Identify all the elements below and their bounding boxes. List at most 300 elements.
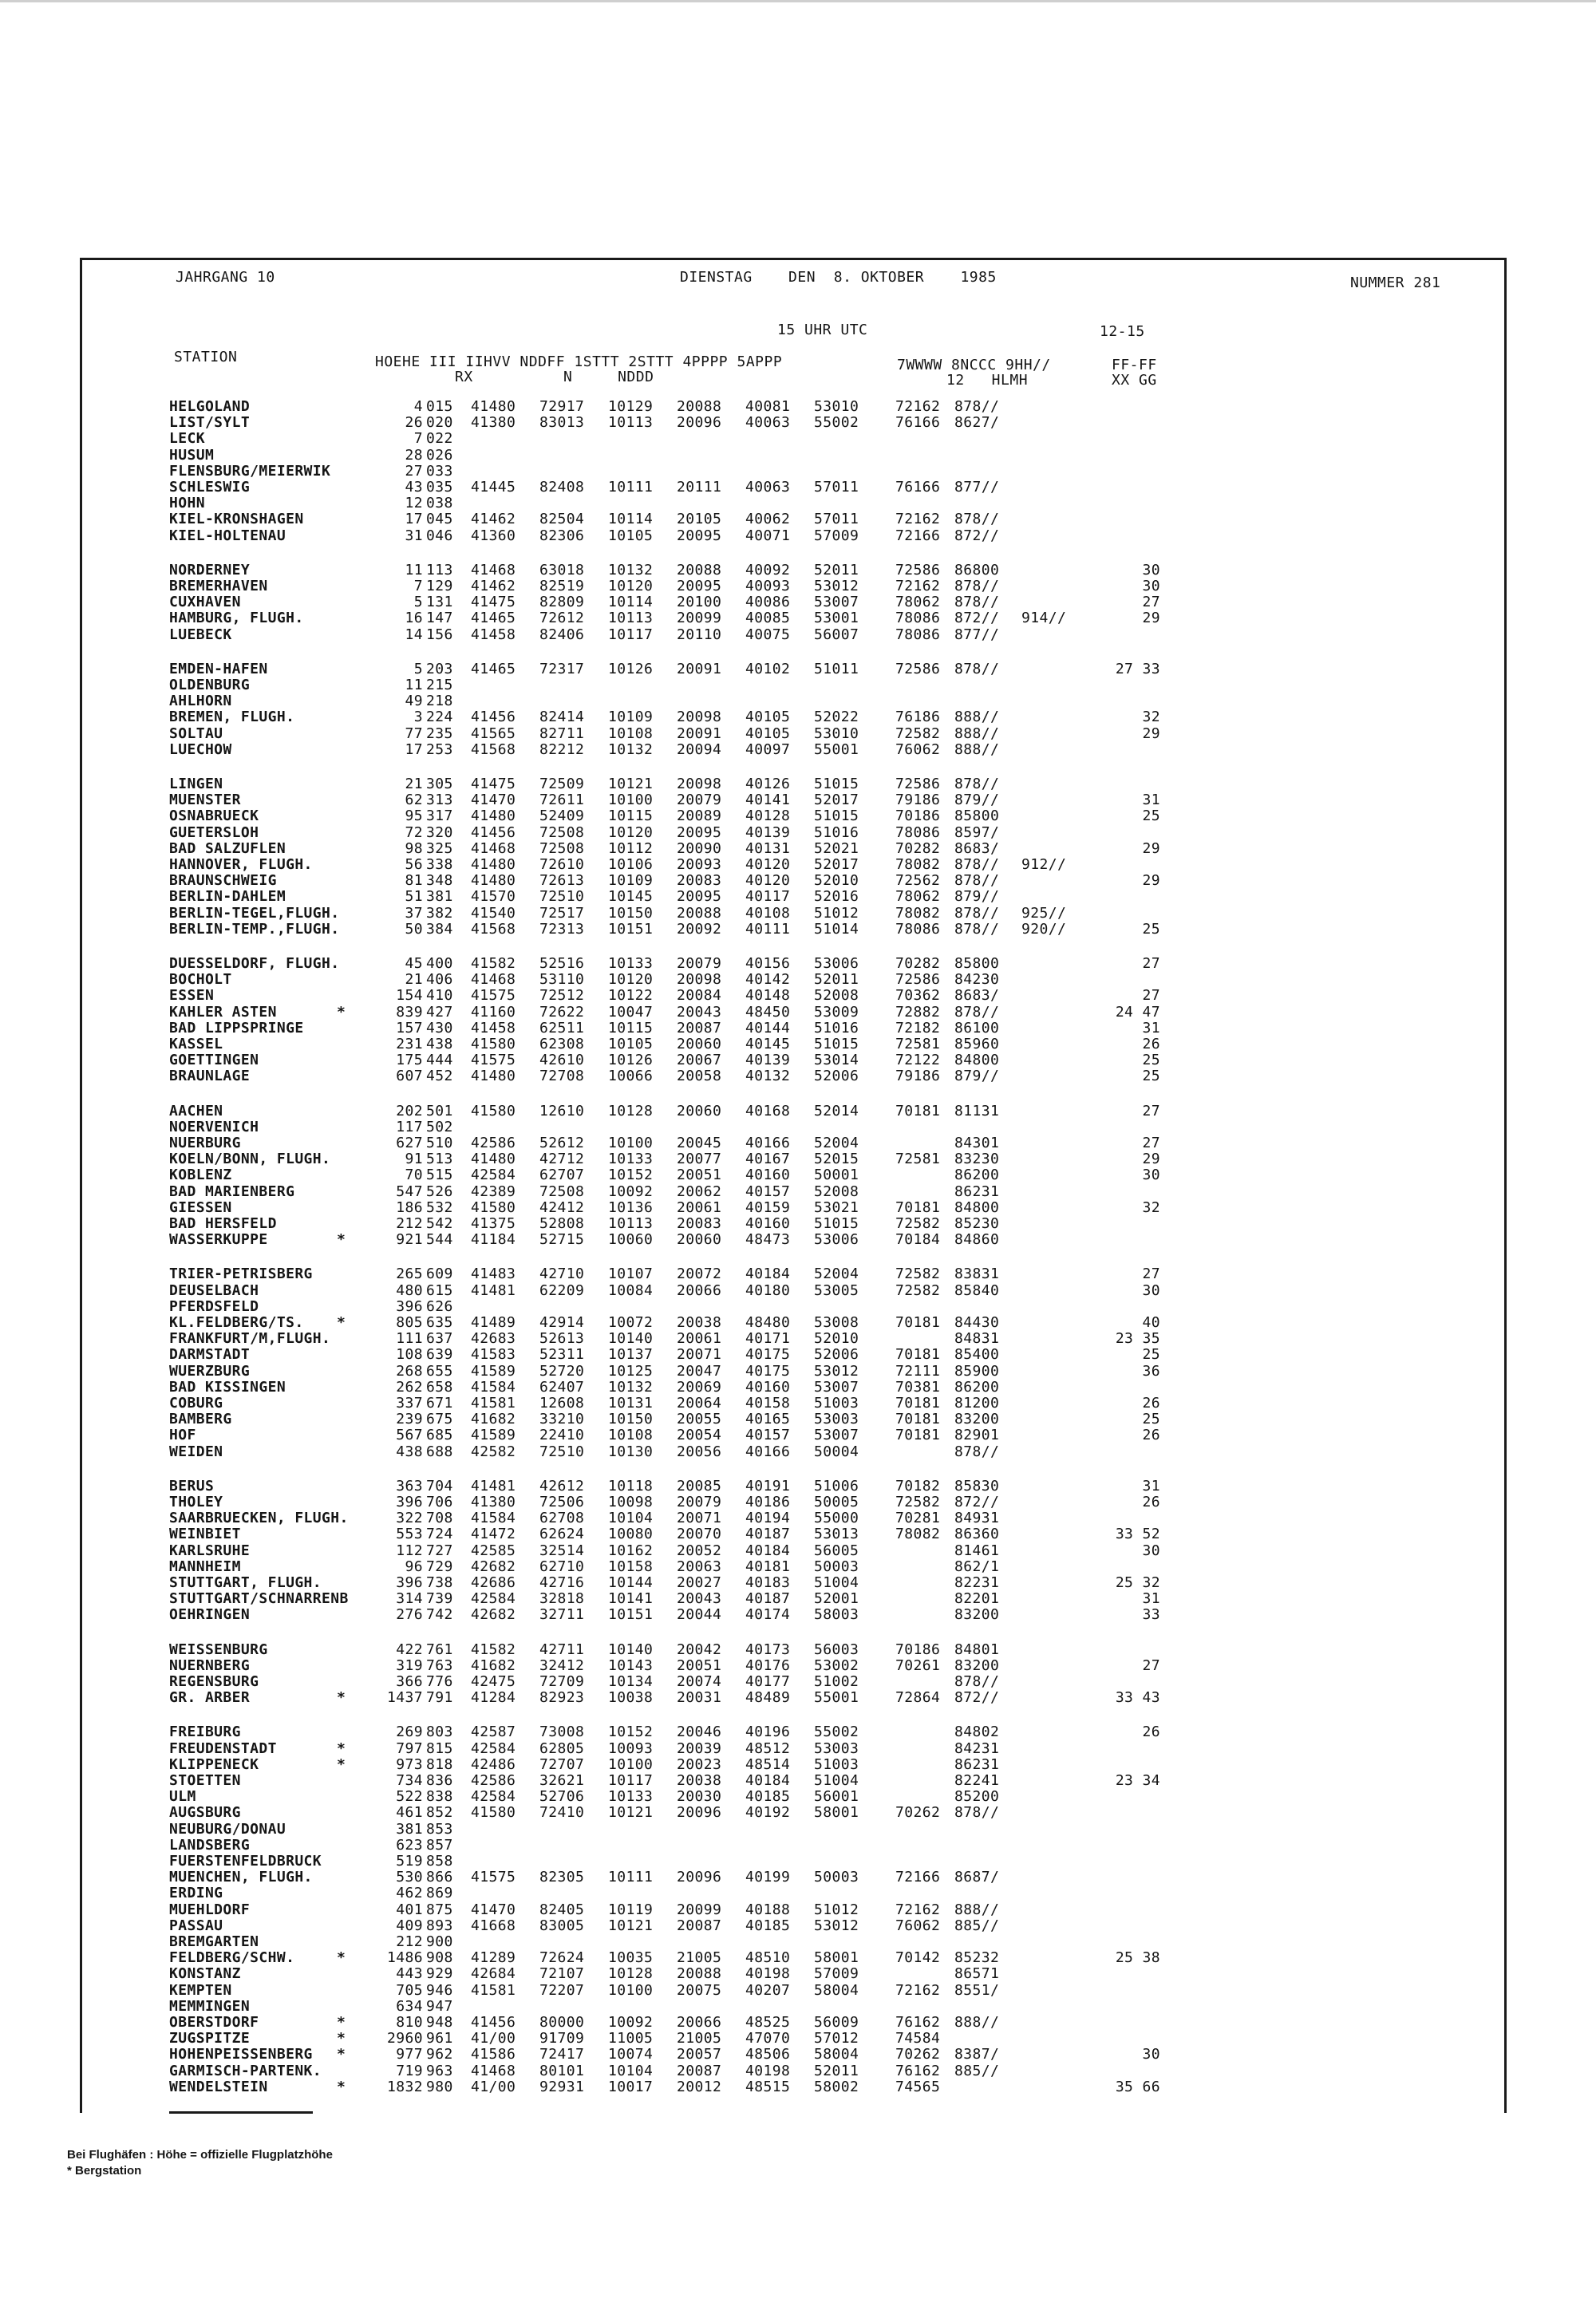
station-name: LUEBECK [169,626,232,643]
group-4pppp: 40085 [745,610,791,627]
group-7wwww: 70362 [895,987,941,1005]
group-5appp: 52006 [814,1068,859,1085]
group-7wwww: 70182 [895,1477,941,1495]
table-row [0,693,1596,709]
wind-gust: 33 43 [1115,1689,1160,1707]
group-1sttt: 10113 [608,414,654,432]
group-iihvv: 41480 [471,398,516,415]
group-nddff: 62624 [539,1526,585,1543]
group-5appp: 55001 [814,1689,859,1707]
group-8nccc: 84800 [954,1052,1000,1069]
group-iihvv: 41160 [471,1003,516,1021]
group-4pppp: 40141 [745,792,791,809]
group-nddff: 83005 [539,1917,585,1934]
group-iihvv: 41668 [471,1917,516,1934]
group-5appp: 57011 [814,479,859,496]
group-7wwww: 76062 [895,740,941,758]
group-5appp: 50003 [814,1869,859,1886]
group-nddff: 32711 [539,1606,585,1624]
table-row [0,563,1596,578]
wind-gust: 30 [1142,1167,1160,1184]
group-1sttt: 10158 [608,1558,654,1575]
station-height: 366 [396,1673,423,1690]
group-4pppp: 40158 [745,1395,791,1412]
station-height: 11 [405,561,423,578]
group-iihvv: 41582 [471,955,516,972]
station-height: 810 [396,2014,423,2031]
group-4pppp: 40063 [745,414,791,432]
group-5appp: 53012 [814,1362,859,1380]
group-8nccc: 888// [954,709,1000,726]
station-height: 81 [405,872,423,890]
group-nddff: 52808 [539,1215,585,1232]
group-nddff: 52311 [539,1346,585,1364]
station-id: 253 [426,740,453,758]
group-8nccc: 85800 [954,955,1000,972]
group-iihvv: 42584 [471,1167,516,1184]
station-name: FRANKFURT/M,FLUGH. [169,1330,331,1348]
station-name: MUENSTER [169,792,241,809]
group-1sttt: 10092 [608,2014,654,2031]
group-nddff: 82711 [539,725,585,742]
station-height: 111 [396,1330,423,1348]
station-height: 98 [405,839,423,857]
group-4pppp: 40199 [745,1869,791,1886]
group-5appp: 51011 [814,660,859,677]
station-name: WEINBIET [169,1526,241,1543]
group-2sttt: 20096 [677,414,722,432]
station-name: ULM [169,1788,196,1806]
group-2sttt: 20088 [677,904,722,922]
group-iihvv: 41586 [471,2046,516,2063]
station-name: MEMMINGEN [169,1997,251,2015]
station-name: GUETERSLOH [169,823,259,841]
group-7wwww: 78082 [895,1526,941,1543]
wind-gust: 25 [1142,1052,1160,1069]
issue-number: NUMMER 281 [1350,274,1441,291]
station-name: OLDENBURG [169,677,251,693]
group-7wwww: 70261 [895,1656,941,1674]
group-8nccc: 81461 [954,1542,1000,1559]
group-2sttt: 20074 [677,1673,722,1690]
station-name: DEUSELBACH [169,1281,259,1299]
group-iihvv: 41582 [471,1641,516,1658]
group-4pppp: 40157 [745,1183,791,1200]
group-4pppp: 40108 [745,904,791,922]
group-1sttt: 10151 [608,920,654,938]
group-8nccc: 878// [954,660,1000,677]
station-name: BAD LIPPSPRINGE [169,1019,304,1036]
table-row [0,1902,1596,1918]
group-iihvv: 41581 [471,1395,516,1412]
group-1sttt: 10133 [608,1151,654,1168]
footnote-mountain-station: * Bergstation [67,2164,142,2178]
group-2sttt: 20023 [677,1755,722,1773]
group-4pppp: 40120 [745,872,791,890]
group-7wwww: 72582 [895,1281,941,1299]
wind-gust: 32 [1142,709,1160,726]
group-2sttt: 20094 [677,740,722,758]
group-nddff: 72506 [539,1494,585,1510]
group-5appp: 51016 [814,823,859,841]
group-2sttt: 20091 [677,660,722,677]
group-5appp: 53012 [814,1917,859,1934]
group-1sttt: 10114 [608,511,654,528]
group-1sttt: 10105 [608,1036,654,1052]
group-1sttt: 10132 [608,1378,654,1396]
group-2sttt: 20057 [677,2046,722,2063]
group-2sttt: 20061 [677,1198,722,1216]
table-row [0,431,1596,447]
station-height: 1486 [387,1949,423,1967]
group-4pppp: 40159 [745,1198,791,1216]
group-1sttt: 10113 [608,1215,654,1232]
group-2sttt: 20084 [677,987,722,1005]
station-height: 719 [396,2062,423,2079]
group-8nccc: 878// [954,1003,1000,1021]
station-name: BERLIN-TEGEL,FLUGH. [169,904,340,922]
station-name: FELDBERG/SCHW. [169,1949,295,1967]
station-height: 480 [396,1281,423,1299]
group-2sttt: 20110 [677,626,722,643]
table-row [0,825,1596,841]
group-1sttt: 10121 [608,776,654,792]
group-8nccc: 85400 [954,1346,1000,1364]
station-id: 313 [426,792,453,809]
group-nddff: 72708 [539,1068,585,1085]
group-4pppp: 40186 [745,1494,791,1510]
station-id: 320 [426,823,453,841]
group-nddff: 12608 [539,1395,585,1412]
group-nddff: 72613 [539,872,585,890]
mountain-marker: * [337,2030,346,2047]
group-nddff: 52706 [539,1788,585,1806]
group-iihvv: 41456 [471,823,516,841]
group-4pppp: 40139 [745,823,791,841]
station-name: BREMEN, FLUGH. [169,709,295,726]
group-iihvv: 41568 [471,740,516,758]
station-height: 262 [396,1378,423,1396]
group-7wwww: 76186 [895,709,941,726]
station-name: KIEL-HOLTENAU [169,527,286,544]
table-row [0,1052,1596,1068]
station-name: AUGSBURG [169,1804,241,1822]
wind-gust: 25 [1142,1346,1160,1364]
group-1sttt: 10106 [608,856,654,873]
table-row [0,726,1596,742]
station-height: 28 [405,446,423,464]
station-name: LUECHOW [169,740,232,758]
group-4pppp: 40171 [745,1330,791,1348]
station-name: BAD HERSFELD [169,1215,277,1232]
table-end-mark [169,2111,313,2114]
group-5appp: 52016 [814,888,859,906]
wind-gust: 26 [1142,1427,1160,1444]
station-id: 438 [426,1036,453,1052]
group-2sttt: 20095 [677,578,722,594]
station-name: EMDEN-HAFEN [169,660,268,677]
group-2sttt: 20067 [677,1052,722,1069]
group-2sttt: 20070 [677,1526,722,1543]
group-5appp: 50005 [814,1494,859,1510]
group-4pppp: 40160 [745,1167,791,1184]
group-2sttt: 20062 [677,1183,722,1200]
station-id: 156 [426,626,453,643]
table-row [0,1396,1596,1412]
station-height: 553 [396,1526,423,1543]
station-name: LINGEN [169,776,223,792]
group-5appp: 51003 [814,1755,859,1773]
group-2sttt: 20096 [677,1804,722,1822]
station-name: HOHN [169,495,205,512]
station-height: 1832 [387,2078,423,2095]
group-8nccc: 888// [954,2014,1000,2031]
group-4pppp: 40165 [745,1411,791,1428]
group-nddff: 52720 [539,1362,585,1380]
group-5appp: 51004 [814,1574,859,1591]
group-iihvv: 41584 [471,1510,516,1527]
group-4pppp: 48473 [745,1231,791,1249]
group-8nccc: 878// [954,1804,1000,1822]
group-8nccc: 8551/ [954,1981,1000,1999]
group-5appp: 51014 [814,920,859,938]
station-id: 858 [426,1853,453,1870]
station-name: FUERSTENFELDBRUCK [169,1853,322,1870]
group-5appp: 51012 [814,1901,859,1918]
group-2sttt: 20085 [677,1477,722,1495]
station-id: 929 [426,1965,453,1983]
group-8nccc: 878// [954,872,1000,890]
group-4pppp: 40093 [745,578,791,594]
group-4pppp: 40184 [745,1772,791,1789]
table-row [0,1119,1596,1135]
wind-gust: 26 [1142,1395,1160,1412]
group-5appp: 56007 [814,626,859,643]
station-name: STUTTGART, FLUGH. [169,1574,322,1591]
station-id: 235 [426,725,453,742]
wind-gust: 27 [1142,987,1160,1005]
station-height: 62 [405,792,423,809]
group-7wwww: 72166 [895,527,941,544]
station-id: 962 [426,2046,453,2063]
station-name: BRAUNSCHWEIG [169,872,277,890]
group-4pppp: 40139 [745,1052,791,1069]
table-row [0,742,1596,758]
group-7wwww: 70186 [895,1641,941,1658]
group-7wwww: 72562 [895,872,941,890]
group-5appp: 53003 [814,1739,859,1757]
group-4pppp: 40187 [745,1590,791,1608]
station-height: 21 [405,971,423,989]
group-5appp: 55002 [814,414,859,432]
station-id: 655 [426,1362,453,1380]
group-iihvv: 41360 [471,527,516,544]
wind-gust: 31 [1142,1590,1160,1608]
station-name: STUTTGART/SCHNARRENB [169,1590,349,1608]
table-row [0,415,1596,431]
group-2sttt: 20043 [677,1590,722,1608]
group-1sttt: 10121 [608,1804,654,1822]
station-name: WUERZBURG [169,1362,251,1380]
group-5appp: 53013 [814,1526,859,1543]
station-id: 515 [426,1167,453,1184]
group-8nccc: 878// [954,904,1000,922]
station-height: 705 [396,1981,423,1999]
group-1sttt: 11005 [608,2030,654,2047]
date-label: DIENSTAG DEN 8. OKTOBER 1985 [680,269,997,286]
station-id: 129 [426,578,453,594]
group-iihvv: 41580 [471,1198,516,1216]
station-id: 038 [426,495,453,512]
station-id: 729 [426,1558,453,1575]
group-1sttt: 10126 [608,1052,654,1069]
group-1sttt: 10136 [608,1198,654,1216]
table-row [0,1380,1596,1396]
group-8nccc: 877// [954,626,1000,643]
group-5appp: 53002 [814,1656,859,1674]
group-nddff: 80000 [539,2014,585,2031]
group-8nccc: 86100 [954,1019,1000,1036]
group-2sttt: 20093 [677,856,722,873]
table-row [0,1200,1596,1216]
wind-gust: 27 [1142,1656,1160,1674]
table-row [0,1773,1596,1789]
station-name: GARMISCH-PARTENK. [169,2062,322,2079]
wind-gust: 29 [1142,725,1160,742]
group-4pppp: 48489 [745,1689,791,1707]
group-8nccc: 82241 [954,1772,1000,1789]
group-nddff: 72512 [539,987,585,1005]
group-nddff: 62708 [539,1510,585,1527]
group-4pppp: 40167 [745,1151,791,1168]
station-name: PASSAU [169,1917,223,1934]
group-8nccc: 877// [954,479,1000,496]
group-5appp: 53007 [814,1378,859,1396]
wind-gust: 30 [1142,2046,1160,2063]
station-name: LIST/SYLT [169,414,251,432]
group-7wwww: 72582 [895,1215,941,1232]
table-row [0,1104,1596,1119]
group-2sttt: 20096 [677,1869,722,1886]
observation-time: 15 UHR UTC [777,322,868,338]
table-row [0,2047,1596,2063]
table-row [0,841,1596,857]
group-iihvv: 41445 [471,479,516,496]
group-8nccc: 8683/ [954,839,1000,857]
group-4pppp: 40156 [745,955,791,972]
wind-gust: 29 [1142,610,1160,627]
station-id: 724 [426,1526,453,1543]
station-name: HOF [169,1427,196,1444]
wind-gust: 25 [1142,807,1160,825]
group-4pppp: 40132 [745,1068,791,1085]
group-8nccc: 878// [954,578,1000,594]
group-nddff: 42712 [539,1151,585,1168]
station-name: OSNABRUECK [169,807,259,825]
group-4pppp: 40192 [745,1804,791,1822]
group-1sttt: 10017 [608,2078,654,2095]
group-7wwww: 70186 [895,807,941,825]
group-nddff: 73008 [539,1724,585,1741]
table-row [0,1412,1596,1427]
station-name: HUSUM [169,446,215,464]
station-height: 276 [396,1606,423,1624]
group-4pppp: 40175 [745,1346,791,1364]
table-row [0,1789,1596,1805]
group-2sttt: 20088 [677,1965,722,1983]
group-8nccc: 83831 [954,1266,1000,1283]
group-4pppp: 40207 [745,1981,791,1999]
table-row [0,857,1596,873]
station-height: 1437 [387,1689,423,1707]
table-row [0,972,1596,988]
group-8nccc: 8627/ [954,414,1000,432]
group-5appp: 53003 [814,1411,859,1428]
group-iihvv: 41456 [471,709,516,726]
group-1sttt: 10129 [608,398,654,415]
station-id: 963 [426,2062,453,2079]
station-height: 51 [405,888,423,906]
group-1sttt: 10105 [608,527,654,544]
table-row [0,1607,1596,1623]
station-name: BAMBERG [169,1411,232,1428]
group-2sttt: 20083 [677,872,722,890]
group-1sttt: 10125 [608,1362,654,1380]
station-height: 77 [405,725,423,742]
group-9hh: 912// [1021,856,1067,873]
station-name: SOLTAU [169,725,223,742]
group-1sttt: 10144 [608,1574,654,1591]
station-name: BAD MARIENBERG [169,1183,295,1200]
station-id: 727 [426,1542,453,1559]
group-7wwww: 72882 [895,1003,941,1021]
group-4pppp: 48514 [745,1755,791,1773]
station-id: 738 [426,1574,453,1591]
station-height: 5 [413,594,423,611]
group-8nccc: 86200 [954,1378,1000,1396]
station-id: 510 [426,1135,453,1151]
station-height: 519 [396,1853,423,1870]
group-5appp: 51015 [814,1215,859,1232]
group-1sttt: 10133 [608,955,654,972]
group-7wwww: 72581 [895,1036,941,1052]
station-id: 704 [426,1477,453,1495]
group-8nccc: 86800 [954,561,1000,578]
table-row [0,1331,1596,1347]
station-name: STOETTEN [169,1772,241,1789]
group-7wwww: 78086 [895,823,941,841]
group-7wwww: 72162 [895,1981,941,1999]
group-iihvv: 41465 [471,610,516,627]
group-iihvv: 42682 [471,1606,516,1624]
group-iihvv: 42684 [471,1965,516,1983]
group-7wwww: 72864 [895,1689,941,1707]
group-nddff: 72509 [539,776,585,792]
wind-gust: 25 38 [1115,1949,1160,1967]
group-8nccc: 84931 [954,1510,1000,1527]
mountain-marker: * [337,2046,346,2063]
group-2sttt: 20077 [677,1151,722,1168]
group-2sttt: 20095 [677,888,722,906]
table-row [0,1216,1596,1232]
station-name: BRAUNLAGE [169,1068,251,1085]
mountain-marker: * [337,1231,346,1249]
group-nddff: 82519 [539,578,585,594]
mountain-marker: * [337,2078,346,2095]
table-row [0,2015,1596,2031]
group-1sttt: 10107 [608,1266,654,1283]
group-5appp: 53007 [814,1427,859,1444]
